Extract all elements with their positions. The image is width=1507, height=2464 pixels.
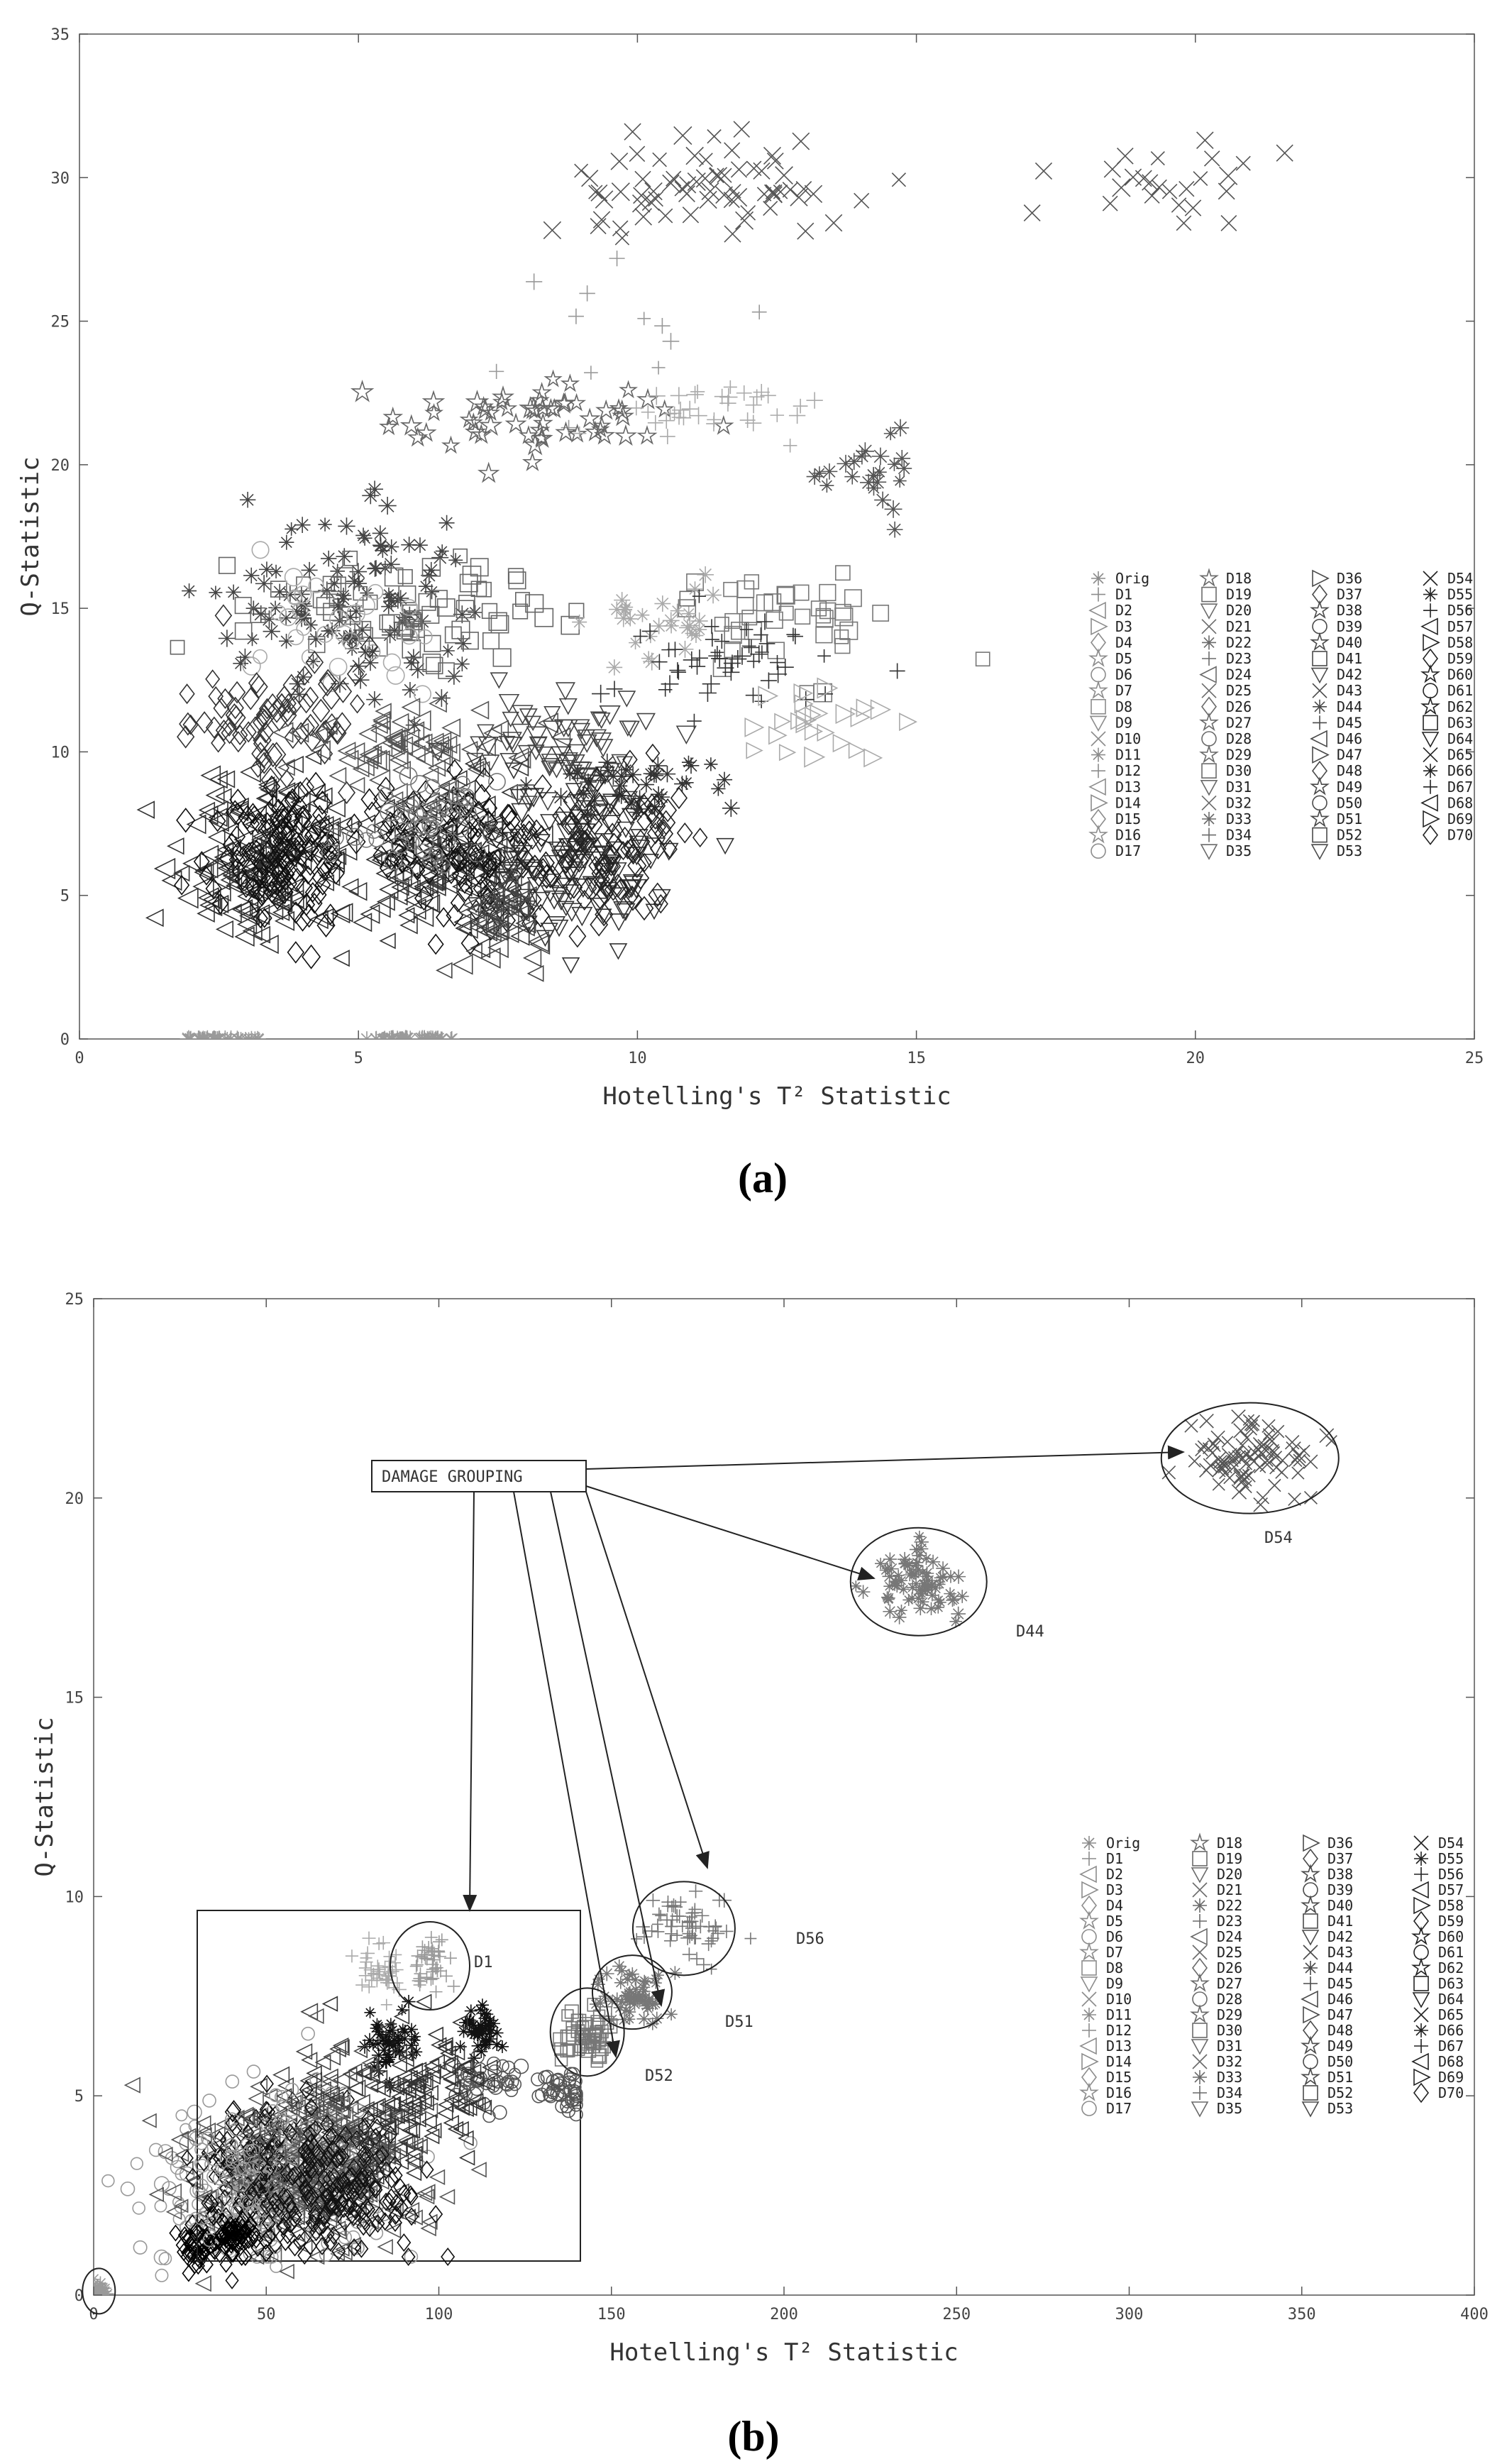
data-point-D51 [896, 461, 912, 476]
legend-label: D39 [1337, 617, 1363, 635]
data-point-D33 [364, 2007, 375, 2018]
y-tick-label: 35 [50, 26, 70, 44]
legend-label: D41 [1337, 650, 1363, 667]
y-tick-label: 10 [50, 744, 70, 762]
legend-label: D44 [1327, 1959, 1354, 1976]
data-point-D22 [366, 480, 383, 497]
legend-label: D4 [1106, 1897, 1124, 1914]
data-point-D11 [689, 628, 704, 643]
data-point-D44 [899, 1556, 912, 1570]
group-label-D52: D52 [645, 2067, 673, 2085]
legend-label: D11 [1106, 2006, 1132, 2023]
legend-marker [1303, 1961, 1318, 1975]
data-point-D33 [711, 781, 725, 796]
legend-label: D17 [1106, 2100, 1132, 2117]
y-tick-label: 25 [65, 1291, 84, 1309]
legend-label: D56 [1447, 602, 1474, 620]
legend-label: D65 [1447, 746, 1474, 764]
data-point-D11 [697, 566, 714, 583]
legend-label: D5 [1115, 650, 1133, 667]
legend-marker [1091, 571, 1105, 585]
legend-label: D52 [1337, 826, 1363, 844]
legend-label: D58 [1447, 634, 1474, 651]
legend-label: D30 [1217, 2022, 1243, 2039]
legend-label: D56 [1438, 1866, 1464, 1883]
data-point-D22 [321, 551, 336, 566]
legend-label: D23 [1217, 1913, 1243, 1930]
panel-label-a: (a) [738, 1155, 788, 1201]
legend-marker [1082, 1836, 1096, 1850]
x-tick-label: 400 [1460, 2306, 1489, 2323]
legend-label: D50 [1337, 794, 1363, 812]
data-point-D33 [569, 765, 586, 782]
data-point-D33 [410, 2046, 422, 2058]
legend-label: D48 [1327, 2022, 1354, 2039]
data-point-D51 [888, 458, 901, 471]
data-point-D22 [304, 618, 318, 632]
legend-label: D12 [1106, 2022, 1132, 2039]
legend-label: D3 [1115, 617, 1133, 635]
data-point-D51 [892, 419, 909, 436]
data-point-D22 [453, 605, 471, 623]
y-tick-label: 5 [74, 2088, 84, 2106]
y-tick-label: 25 [50, 313, 70, 331]
legend-label: D29 [1226, 746, 1252, 764]
legend-label: D51 [1327, 2069, 1354, 2086]
data-point-D22 [448, 553, 463, 567]
data-point-D22 [383, 593, 399, 610]
x-tick-label: 20 [1186, 1050, 1205, 1067]
y-tick-label: 5 [60, 887, 70, 906]
data-point-D22 [219, 629, 236, 647]
data-point-D51 [617, 2012, 631, 2026]
legend-label: D2 [1106, 1866, 1124, 1883]
legend-label: D11 [1115, 746, 1142, 764]
data-point-Orig [195, 1030, 211, 1047]
legend-label: D70 [1438, 2084, 1464, 2101]
x-tick-label: 100 [424, 2306, 453, 2323]
data-point-D44 [944, 1570, 957, 1583]
data-point-D11 [654, 595, 670, 612]
x-tick-label: 25 [1464, 1050, 1484, 1067]
data-point-D22 [240, 492, 255, 507]
y-axis-label: Q-Statistic [16, 456, 45, 617]
legend-label: D18 [1217, 1835, 1243, 1852]
data-point-D11 [682, 606, 696, 620]
legend-label: D40 [1327, 1897, 1354, 1914]
legend-label: D2 [1115, 602, 1133, 620]
y-tick-label: 20 [65, 1490, 84, 1508]
x-axis-label: Hotelling's T² Statistic [609, 2338, 959, 2367]
group-label-D1: D1 [474, 1954, 493, 1971]
x-tick-label: 350 [1287, 2306, 1316, 2323]
legend-label: D19 [1217, 1850, 1243, 1867]
data-point-D44 [890, 1579, 904, 1593]
y-tick-label: 0 [60, 1031, 70, 1049]
data-point-D22 [268, 601, 282, 615]
legend-label: D25 [1226, 682, 1252, 700]
data-point-D33 [722, 799, 740, 817]
data-point-D33 [682, 756, 695, 769]
legend-label: D6 [1115, 666, 1133, 683]
data-point-D11 [572, 615, 587, 629]
data-point-D22 [289, 676, 306, 692]
legend-label: D55 [1447, 585, 1474, 603]
data-point-D22 [294, 517, 311, 533]
data-point-D44 [851, 1580, 861, 1591]
legend-marker [1091, 748, 1105, 762]
legend-label: D20 [1226, 602, 1252, 620]
legend-label: D34 [1226, 826, 1252, 844]
legend-label: D35 [1217, 2100, 1243, 2117]
legend-label: D27 [1226, 714, 1252, 732]
legend-label: D30 [1226, 762, 1252, 780]
legend-label: D32 [1226, 794, 1252, 812]
legend-label: D62 [1438, 1959, 1464, 1976]
legend-label: D45 [1337, 714, 1363, 732]
legend-marker [1414, 1852, 1428, 1866]
data-point-D51 [844, 469, 860, 485]
legend-label: D10 [1115, 730, 1142, 747]
data-point-D51 [854, 448, 871, 465]
legend-label: D54 [1447, 570, 1474, 587]
data-point-D22 [263, 623, 280, 640]
legend-label: D14 [1106, 2053, 1132, 2070]
legend-label: D44 [1337, 698, 1363, 715]
data-point-D44 [920, 1566, 934, 1580]
legend-label: D16 [1106, 2084, 1132, 2101]
group-label-D54: D54 [1264, 1529, 1293, 1547]
legend-label: Orig [1106, 1835, 1141, 1852]
legend-label: D60 [1447, 666, 1474, 683]
data-point-D44 [895, 1605, 907, 1616]
data-point-D44 [910, 1578, 922, 1590]
data-point-D51 [822, 463, 838, 480]
legend-label: D58 [1438, 1897, 1464, 1914]
legend-marker [1423, 588, 1437, 602]
legend-label: D47 [1327, 2006, 1354, 2023]
legend-label: D19 [1226, 585, 1252, 603]
x-tick-label: 0 [74, 1050, 84, 1067]
x-tick-label: 300 [1115, 2306, 1144, 2323]
legend-label: D39 [1327, 1881, 1354, 1898]
legend-label: D61 [1447, 682, 1474, 700]
y-tick-label: 15 [50, 600, 70, 619]
legend-marker [1202, 812, 1216, 826]
legend-label: D32 [1217, 2053, 1243, 2070]
legend-label: D52 [1327, 2084, 1354, 2101]
x-axis-label: Hotelling's T² Statistic [602, 1082, 951, 1111]
x-tick-label: 50 [257, 2306, 276, 2323]
legend-label: D18 [1226, 570, 1252, 587]
legend-label: D5 [1106, 1913, 1124, 1930]
data-point-D22 [336, 588, 351, 603]
damage-grouping-label: DAMAGE GROUPING [382, 1468, 523, 1486]
legend-marker [1313, 700, 1327, 714]
inset-point [480, 2035, 492, 2048]
data-point-D51 [616, 1996, 627, 2008]
legend-label: D10 [1106, 1991, 1132, 2008]
data-point-D51 [856, 442, 874, 460]
legend-label: D29 [1217, 2006, 1243, 2023]
legend-label: D50 [1327, 2053, 1354, 2070]
legend-label: D26 [1226, 698, 1252, 715]
legend-label: D67 [1447, 778, 1474, 796]
legend-label: D36 [1337, 570, 1363, 587]
x-tick-label: 10 [628, 1050, 647, 1067]
y-tick-label: 0 [74, 2287, 84, 2305]
data-point-D51 [874, 492, 891, 509]
data-point-D22 [269, 565, 282, 578]
legend-label: D22 [1217, 1897, 1243, 1914]
x-tick-label: 150 [597, 2306, 626, 2323]
legend-label: D13 [1106, 2037, 1132, 2055]
data-point-D44 [883, 1553, 897, 1566]
data-point-D33 [704, 757, 717, 771]
data-point-D51 [612, 1959, 626, 1973]
x-tick-label: 200 [770, 2306, 798, 2323]
y-tick-label: 15 [65, 1689, 84, 1707]
data-point-D33 [639, 776, 654, 792]
legend-label: D43 [1337, 682, 1363, 700]
legend-label: D64 [1447, 730, 1474, 747]
legend-marker [1193, 2070, 1207, 2084]
x-tick-label: 5 [353, 1050, 363, 1067]
data-point-Orig [394, 1031, 410, 1047]
legend-label: D37 [1327, 1850, 1354, 1867]
legend-label: D38 [1337, 602, 1363, 620]
legend-marker [1414, 2023, 1428, 2037]
legend-label: D48 [1337, 762, 1363, 780]
data-point-D11 [670, 604, 685, 618]
data-point-D22 [308, 631, 324, 647]
data-point-D51 [622, 1973, 634, 1986]
legend-label: D57 [1447, 617, 1474, 635]
legend-label: D21 [1217, 1881, 1243, 1898]
legend-label: D17 [1115, 842, 1142, 860]
data-point-D11 [636, 608, 650, 622]
data-point-D33 [613, 767, 631, 785]
data-point-D22 [412, 537, 428, 553]
legend-label: D65 [1438, 2006, 1464, 2023]
legend-label: D26 [1217, 1959, 1243, 1976]
legend-label: D66 [1438, 2022, 1464, 2039]
legend-label: D40 [1337, 634, 1363, 651]
data-point-D44 [903, 1568, 916, 1581]
group-label-D56: D56 [796, 1930, 824, 1948]
data-point-D51 [887, 522, 903, 538]
legend-label: D8 [1106, 1959, 1124, 1976]
legend-label: D3 [1106, 1881, 1124, 1898]
legend-label: D63 [1438, 1975, 1464, 1992]
legend-label: D34 [1217, 2084, 1243, 2101]
legend-label: D36 [1327, 1835, 1354, 1852]
legend-label: D31 [1226, 778, 1252, 796]
data-point-D22 [439, 515, 455, 531]
legend-label: D38 [1327, 1866, 1354, 1883]
legend-label: D49 [1337, 778, 1363, 796]
legend-marker [1193, 1898, 1207, 1913]
data-point-D51 [866, 468, 881, 483]
y-tick-label: 30 [50, 170, 70, 188]
data-point-D51 [623, 2006, 636, 2018]
legend-label: D9 [1106, 1975, 1124, 1992]
legend-label: D49 [1327, 2037, 1354, 2055]
legend-label: D4 [1115, 634, 1133, 651]
legend-label: D13 [1115, 778, 1142, 796]
legend-label: D33 [1226, 810, 1252, 827]
legend-marker [1423, 764, 1437, 778]
plot-frame [79, 34, 1474, 1039]
legend-label: D7 [1106, 1944, 1124, 1961]
data-point-D33 [717, 772, 732, 788]
chart-b [31, 1291, 1489, 2367]
data-point-D22 [421, 567, 437, 583]
legend-label: D45 [1327, 1975, 1354, 1992]
legend-label: D6 [1106, 1928, 1124, 1945]
legend-label: D9 [1115, 714, 1133, 732]
legend-label: D23 [1226, 650, 1252, 667]
legend-label: D1 [1115, 585, 1133, 603]
legend-label: D62 [1447, 698, 1474, 715]
data-point-D44 [932, 1601, 944, 1613]
legend-label: D28 [1217, 1991, 1243, 2008]
data-point-D44 [922, 1580, 935, 1593]
legend-label: D31 [1217, 2037, 1243, 2055]
inset-point [496, 2040, 509, 2053]
legend-label: D7 [1115, 682, 1133, 700]
legend-label: Orig [1115, 570, 1150, 587]
legend-label: D20 [1217, 1866, 1243, 1883]
group-label-D51: D51 [725, 2013, 754, 2031]
legend-label: D55 [1438, 1850, 1464, 1867]
chart-a [16, 26, 1484, 1111]
x-tick-label: 15 [907, 1050, 926, 1067]
legend-label: D41 [1327, 1913, 1354, 1930]
legend-label: D37 [1337, 585, 1363, 603]
legend-label: D42 [1337, 666, 1363, 683]
legend-label: D47 [1337, 746, 1363, 764]
legend-label: D25 [1217, 1944, 1243, 1961]
legend-label: D8 [1115, 698, 1133, 715]
y-tick-label: 10 [65, 1888, 84, 1907]
data-point-D22 [350, 657, 368, 675]
data-point-D22 [279, 535, 294, 550]
data-point-Orig [252, 1032, 266, 1046]
data-point-D22 [441, 644, 455, 658]
data-point-D22 [366, 691, 382, 708]
legend-label: D46 [1327, 1991, 1354, 2008]
legend-label: D21 [1226, 617, 1252, 635]
legend-label: D1 [1106, 1850, 1124, 1867]
legend-label: D53 [1327, 2100, 1354, 2117]
legend-label: D42 [1327, 1928, 1354, 1945]
panel-label-b: (b) [727, 2413, 780, 2460]
legend-label: D63 [1447, 714, 1474, 732]
legend-label: D16 [1115, 826, 1142, 844]
data-point-D44 [883, 1605, 897, 1619]
x-tick-label: 0 [89, 2306, 99, 2323]
legend-label: D15 [1115, 810, 1142, 827]
legend-marker [1082, 2008, 1096, 2022]
legend-label: D43 [1327, 1944, 1354, 1961]
legend-label: D59 [1438, 1913, 1464, 1930]
y-tick-label: 20 [50, 456, 70, 475]
data-point-D44 [856, 1585, 871, 1599]
data-point-D44 [882, 1563, 893, 1574]
legend-label: D68 [1447, 794, 1474, 812]
y-axis-label: Q-Statistic [31, 1717, 59, 1877]
x-tick-label: 250 [942, 2306, 971, 2323]
data-point-D11 [688, 581, 702, 596]
data-point-D22 [302, 562, 318, 578]
legend-label: D27 [1217, 1975, 1243, 1992]
data-point-D22 [336, 548, 353, 565]
legend-label: D57 [1438, 1881, 1464, 1898]
data-point-D22 [355, 528, 371, 544]
data-point-D44 [883, 1593, 895, 1605]
legend-label: D68 [1438, 2053, 1464, 2070]
legend-label: D22 [1226, 634, 1252, 651]
data-point-D22 [409, 661, 427, 678]
legend-label: D15 [1106, 2069, 1132, 2086]
data-point-D22 [272, 584, 288, 600]
data-point-D51 [819, 478, 834, 493]
legend-label: D64 [1438, 1991, 1464, 2008]
legend-label: D66 [1447, 762, 1474, 780]
legend-label: D24 [1217, 1928, 1243, 1945]
group-label-D44: D44 [1016, 1623, 1044, 1641]
legend-label: D60 [1438, 1928, 1464, 1945]
legend-label: D33 [1217, 2069, 1243, 2086]
legend-label: D35 [1226, 842, 1252, 860]
legend-label: D51 [1337, 810, 1363, 827]
data-point-D51 [872, 448, 890, 466]
legend-label: D69 [1438, 2069, 1464, 2086]
legend-label: D61 [1438, 1944, 1464, 1961]
legend-label: D67 [1438, 2037, 1464, 2055]
legend-label: D12 [1115, 762, 1142, 780]
legend-label: D53 [1337, 842, 1363, 860]
legend-label: D46 [1337, 730, 1363, 747]
legend-label: D70 [1447, 826, 1474, 844]
legend-label: D59 [1447, 650, 1474, 667]
data-point-D33 [398, 2025, 412, 2039]
legend-label: D54 [1438, 1835, 1464, 1852]
legend-marker [1202, 635, 1216, 649]
legend-label: D69 [1447, 810, 1474, 827]
data-point-D22 [375, 544, 390, 558]
data-point-D51 [885, 500, 902, 518]
data-point-D33 [368, 2039, 379, 2050]
data-point-Orig [96, 2288, 109, 2301]
data-point-D22 [243, 568, 259, 583]
legend-label: D24 [1226, 666, 1252, 683]
data-point-D44 [902, 1594, 915, 1606]
data-point-D33 [380, 2056, 393, 2069]
legend-label: D14 [1115, 794, 1142, 812]
inset-point [491, 2027, 504, 2040]
legend-label: D28 [1226, 730, 1252, 747]
